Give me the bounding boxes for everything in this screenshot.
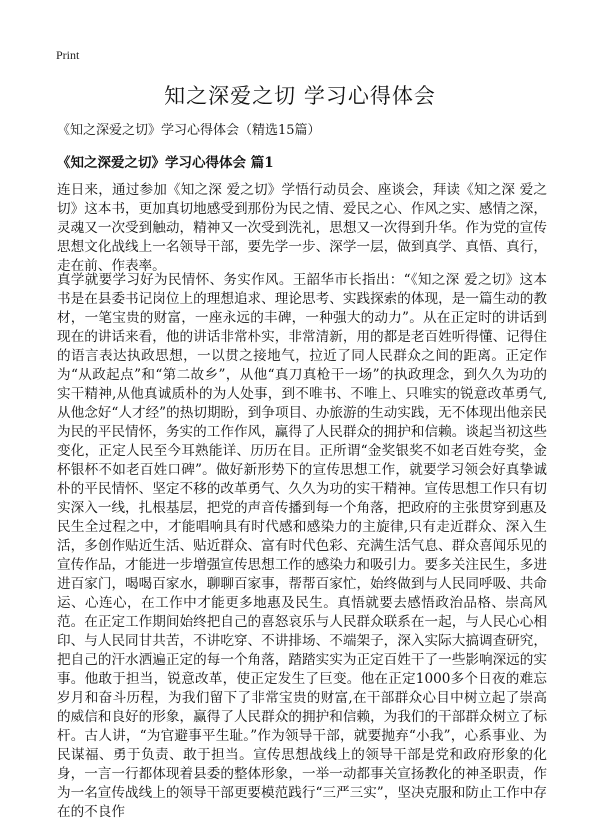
section-heading: 《知之深爱之切》学习心得体会 篇1: [57, 155, 274, 171]
paragraph-1: 连日来，通过参加《知之深 爱之切》学悟行动员会、座谈会，拜读《知之深 爱之切》这本书，更加真切地感受到那份为民之情、爱民之心、作风之实、感情之深，灵魂又一次受到触动，精神又一次受到洗礼，思想又一次得到升华。作为党的宣传思想文化战线上一名领导干部，要先学一步、深学一层，做到真学、真悟、真行，走在前、作表率。: [57, 182, 547, 274]
document-title: 知之深爱之切 学习心得体会: [164, 84, 436, 108]
paragraph-2: 真学就要学习好为民情怀、务实作风。王韶华市长指出：“《知之深 爱之切》这本书是在县委书记岗位上的理想追求、理论思考、实践探索的体现，是一篇生动的教材，一笔宝贵的财富，一座永远的丰碑，一种强大的动力”。从在正定时的讲话到现在的讲话来看，他的讲话非常朴实，非常清新，用的都是老百姓听得懂、记得住的语言表达执政思想，一以贯之接地气，拉近了同人民群众之间的距离。正定作为“从政起点”和“第二故乡”，从他“真刀真枪干一场”的执政理念，到久久为功的实干精神,从他真诚质朴的为人处事，到不唯书、不唯上、只唯实的锐意改革勇气,从他念好“人才经”的热切期盼，到争项目、办旅游的生动实践，无不体现出他亲民为民的平民情怀，务实的工作作风，赢得了人民群众的拥护和信赖。谈起当初这些变化，正定人民至今耳熟能详、历历在目。正所谓“金奖银奖不如老百姓夸奖，金杯银杯不如老百姓口碑”。做好新形势下的宣传思想工作，就要学习领会好真挚诚朴的平民情怀、坚定不移的改革勇气、久久为功的实干精神。宣传思想工作只有切实深入一线，扎根基层，把党的声音传播到每一个角落，把政府的主张贯穿到惠及民生全过程之中，才能唱响具有时代感和感染力的主旋律,只有走近群众、深入生活，多创作贴近生活、贴近群众、富有时代色彩、充满生活气息、群众喜闻乐见的宣传作品，才能进一步增强宣传思想工作的感染力和吸引力。要多关注民生，多进进百家门，喝喝百家水，聊聊百家事，帮帮百家忙，始终做到与人民同呼吸、共命运、心连心，在工作中才能更多地惠及民生。真悟就要去感悟政治品格、崇高风范。在正定工作期间始终把自己的喜怒哀乐与人民群众联系在一起，与人民心心相印、与人民同甘共苦，不讲吃穿、不讲排场、不端架子，深入实际大搞调查研究，把自己的汗水洒遍正定的每一个角落，踏踏实实为正定百姓干了一些影响深远的实事。他敢于担当，锐意改革，使正定发生了巨变。他在正定1000多个日夜的难忘岁月和奋斗历程，为我们留下了非常宝贵的财富,在干部群众心目中树立起了崇高的威信和良好的形象，赢得了人民群众的拥护和信赖，为我们的干部群众树立了标杆。古人讲，“为官避事平生耻。”作为领导干部，就要抛弃“小我”，心系事业、为民谋福、勇于负责、敢于担当。宣传思想战线上的领导干部是党和政府形象的化身，一言一行都体现着县委的整体形象，一举一动都事关宣扬教化的神圣职责，作为一名宣传战线上的领导干部更要模范践行“三严三实”，坚决克服和防止工作中存在的不良作: [57, 272, 547, 820]
document-subtitle: 《知之深爱之切》学习心得体会（精选15篇）: [57, 123, 321, 138]
print-link[interactable]: Print: [56, 48, 80, 62]
